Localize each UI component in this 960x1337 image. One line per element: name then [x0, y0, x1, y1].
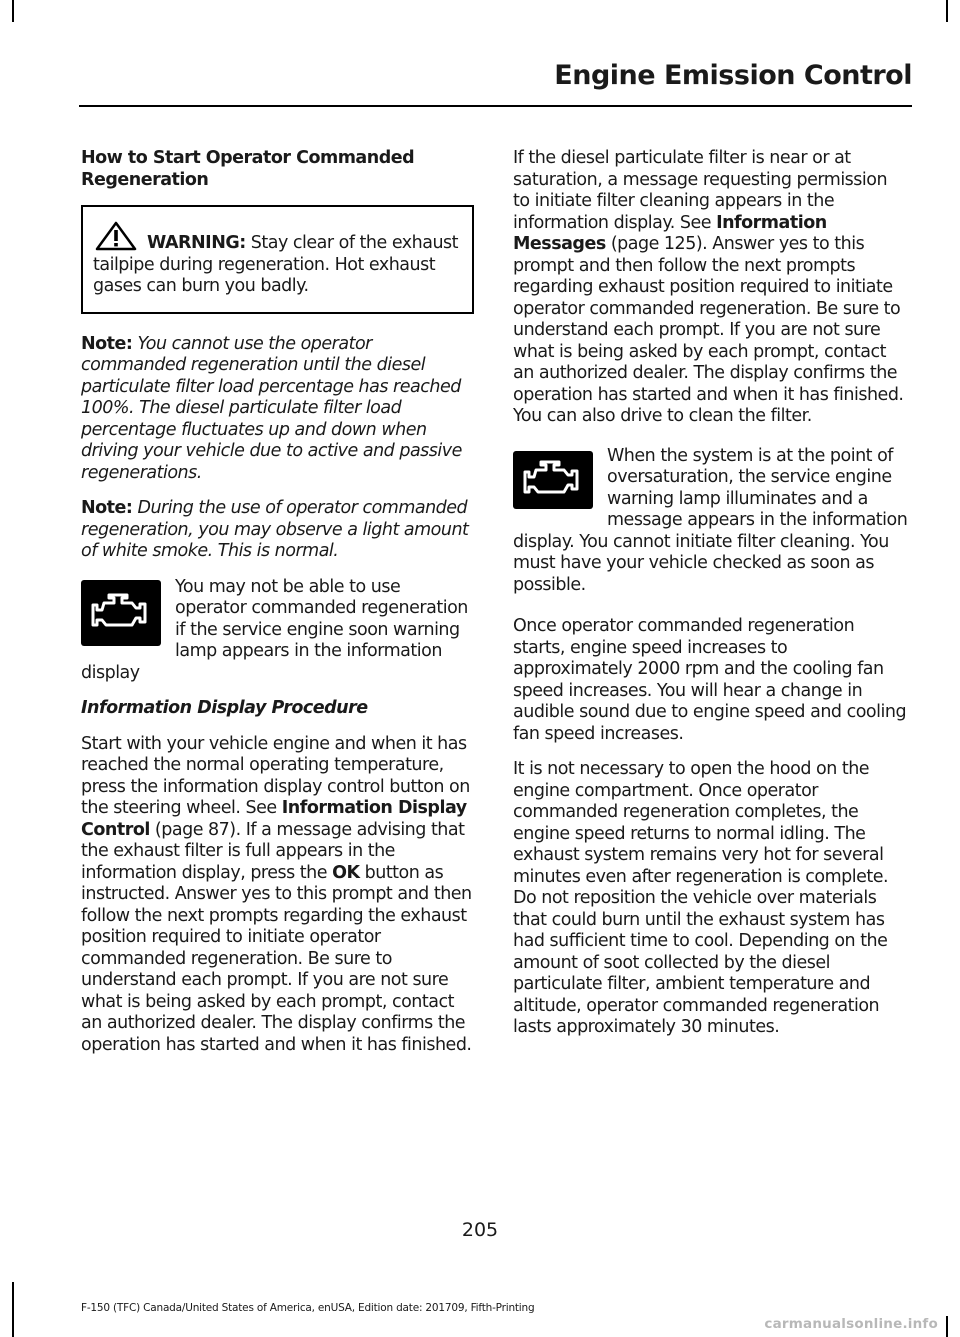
crop-mark-bottom-left: [12, 1282, 14, 1337]
warning-label: WARNING:: [147, 233, 246, 253]
right-paragraph-3: Once operator commanded regeneration starts, engine speed increases to approximately 2000 rpm and the cooling fan speed increases. You will hear a change in audible sound due to engine speed and cooling fan speed increases.: [513, 616, 907, 744]
engine-warning-lamp-icon: [513, 451, 593, 509]
icon-paragraph-right-text: When the system is at the point of oversaturation, the service engine warning lamp illuminates and a message appears in the information display. You cannot initiate filter cleaning. You must have your vehicle checked as soon as possible.: [513, 445, 908, 595]
ok-button-label: OK: [332, 862, 360, 883]
right-paragraph-1: [513, 148, 908, 428]
procedure-text-1: Start with your vehicle engine and when it has reached the normal operating temperature, press the information display control button on the steering wheel. See: [81, 733, 470, 818]
page-ref-87: (page 87).: [154, 819, 241, 840]
engine-warning-lamp-icon: [81, 580, 161, 646]
crop-mark-bottom-right: [946, 1316, 948, 1337]
watermark: carmanualsonline.info: [764, 1316, 938, 1332]
page-title: Engine Emission Control: [554, 60, 912, 91]
note-2-text: During the use of operator commanded regeneration, you may observe a light amount of white smoke. This is normal.: [81, 498, 469, 561]
page-ref-125: (page 125).: [610, 234, 708, 254]
right-p1-text-1: If the diesel particulate filter is near or at saturation, a message requesting permission to initiate filter cleaning appears in the information display. See: [513, 148, 888, 233]
icon-paragraph-left-text: You may not be able to use operator commanded regeneration if the service engine soon warning lamp appears in the information display: [81, 576, 468, 683]
section-heading: How to Start Operator Commanded Regeneration: [81, 148, 415, 190]
right-p1-text-2: Answer yes to this prompt and then follow the next prompts regarding exhaust position required to initiate operator commanded regeneration. Be sure to understand each prompt. If you are not sure what is being asked by each prompt, contact an authorized dealer. The display confirms the operation has started and when it has finished. You can also drive to clean the filter.: [513, 234, 904, 426]
note-1-text: You cannot use the operator commanded regeneration until the diesel particulate filter load percentage has reached 100%. The diesel particulate filter load percentage fluctuates up and down when driving your vehicle due to active and passive regenerations.: [81, 333, 462, 483]
icon-paragraph-left: [81, 577, 474, 685]
link-information-messages[interactable]: Information Messages: [513, 212, 827, 254]
crop-mark-top-right: [946, 0, 948, 22]
left-column: [81, 148, 474, 1070]
procedure-text-3: button as instructed. Answer yes to this prompt and then follow the next prompts regarding the exhaust position required to initiate operator commanded regeneration. Be sure to understand each prompt. If you are not sure what is being asked by each prompt, contact an authorized dealer. The display confirms the operation has started and when it has finished.: [81, 862, 472, 1055]
warning-box: [81, 205, 474, 314]
warning-triangle-icon: [95, 221, 137, 251]
crop-mark-top-left: [12, 0, 14, 22]
note-1: [81, 334, 474, 485]
page-number: 205: [461, 1219, 499, 1241]
right-column: [513, 148, 908, 1053]
warning-text: Stay clear of the exhaust tailpipe during regeneration. Hot exhaust gases can burn you badly.: [93, 233, 459, 296]
subheading-procedure: Information Display Procedure: [81, 698, 368, 718]
right-paragraph-4: It is not necessary to open the hood on the engine compartment. Once operator commanded regeneration completes, the engine speed returns to normal idling. The exhaust system remains very hot for several minutes even after regeneration is complete. Do not reposition the vehicle over materials that could burn until the exhaust system has had sufficient time to cool. Depending on the amount of soot collected by the diesel particulate filter, ambient temperature and altitude, operator commanded regeneration lasts approximately 30 minutes.: [513, 759, 889, 1037]
edition-footer: F-150 (TFC) Canada/United States of America, enUSA, Edition date: 201709, Fifth-Printing: [81, 1302, 535, 1314]
procedure-text-2: If a message advising that the exhaust filter is full appears in the information display, press the: [81, 819, 465, 883]
icon-paragraph-right: [513, 446, 908, 597]
note-1-label: Note:: [81, 333, 133, 354]
procedure-paragraph: [81, 734, 474, 1057]
note-2: [81, 498, 474, 563]
note-2-label: Note:: [81, 498, 133, 518]
link-information-display-control[interactable]: Information Display Control: [81, 798, 467, 840]
title-divider: [79, 105, 912, 107]
